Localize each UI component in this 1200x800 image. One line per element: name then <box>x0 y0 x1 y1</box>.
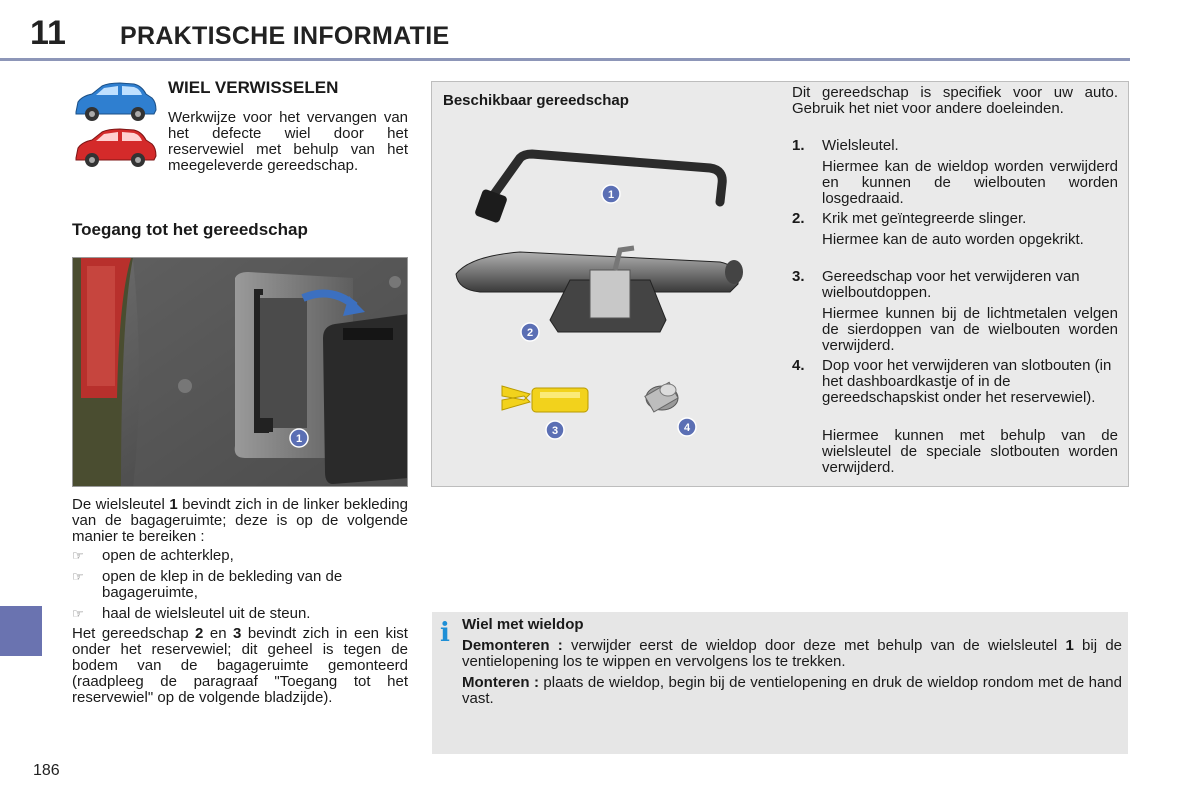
pointer-hand-icon: ☞ <box>72 548 84 563</box>
callout-4-label: 4 <box>683 422 691 434</box>
pointer-hand-icon: ☞ <box>72 569 84 584</box>
tool-item-1-description: Hiermee kan de wieldop worden verwijderd en kunnen de wielbouten worden losgedraaid. <box>822 158 1118 207</box>
pointer-hand-icon: ☞ <box>72 606 84 621</box>
access-paragraph-1: De wielsleutel 1 bevindt zich in de linker bekleding van de bagageruimte; deze is op de volgende manier te bereiken : <box>72 496 408 545</box>
tool-item-4: 4. Dop voor het verwijderen van slotbouten (in het dashboardkastje of in de gereedschapskist onder het reservewiel). <box>792 357 1112 406</box>
callout-1-badge <box>602 185 620 203</box>
tool-item-2-description: Hiermee kan de auto worden opgekrikt. <box>822 231 1084 248</box>
chapter-title: PRAKTISCHE INFORMATIE <box>120 22 450 50</box>
tool-item-3: 3. Gereedschap voor het verwijderen van wielboutdoppen. <box>792 268 1080 301</box>
info-title: Wiel met wieldop <box>462 616 584 633</box>
jack-image <box>456 248 743 332</box>
callout-1-label: 1 <box>607 189 615 201</box>
bullet-item: ☞ open de achterklep, <box>72 547 234 564</box>
info-remove-paragraph: Demonteren : verwijder eerst de wieldop door deze met behulp van de wielsleutel 1 bij de ventielopening los te wippen en vervolgens los te trekken. <box>462 637 1123 670</box>
intro-paragraph <box>72 110 408 174</box>
header-rule <box>0 58 1130 61</box>
callout-3-badge <box>546 421 564 439</box>
callout-2-badge <box>521 323 539 341</box>
access-paragraph-2: Het gereedschap 2 en 3 bevindt zich in een kist onder het reservewiel; dit geheel is tegen de bodem van de bagageruimte gemonteerd (raadpleeg de paragraaf "Toegang tot het reservewiel" op de volgende bladzijde). <box>72 625 408 706</box>
ref-1: 1 <box>169 496 178 513</box>
tool-item-1: 1. Wielsleutel. <box>792 137 899 154</box>
chapter-side-tab <box>0 606 42 656</box>
callout-1-label: 1 <box>295 433 303 445</box>
tool-item-3-description: Hiermee kunnen bij de lichtmetalen velgen de sierdoppen van de wielbouten worden verwijderd. <box>822 305 1118 354</box>
intro-text: Werkwijze voor het vervangen van het defecte wiel door het reservewiel met behulp van het meegeleverde gereedschap. <box>168 109 408 174</box>
tool-item-4-description: Hiermee kunnen met behulp van de wielsleutel de speciale slotbouten worden verwijderd. <box>822 427 1118 476</box>
page-number: 186 <box>33 762 60 779</box>
info-icon: i <box>440 618 450 648</box>
callout-4-badge <box>678 418 696 436</box>
tool-item-2: 2. Krik met geïntegreerde slinger. <box>792 210 1027 227</box>
bullet-item: ☞ open de klep in de bekleding van de bagageruimte, <box>72 568 343 601</box>
locking-bolt-socket-image <box>645 382 678 412</box>
hubcap-tool-image <box>502 386 588 412</box>
tools-intro: Dit gereedschap is specifiek voor uw auto. Gebruik het niet voor andere doeleinden. <box>792 84 1118 117</box>
info-fit-paragraph: Monteren : plaats de wieldop, begin bij de ventielopening en druk de wieldop rondom met de hand vast. <box>462 674 1122 707</box>
tools-heading: Beschikbaar gereedschap <box>443 92 629 109</box>
trunk-photo <box>72 257 408 487</box>
callout-2-label: 2 <box>526 327 534 339</box>
callout-1-badge <box>289 428 309 448</box>
section-title: WIEL VERWISSELEN <box>168 78 339 97</box>
subsection-title: Toegang tot het gereedschap <box>72 220 308 239</box>
chapter-number: 11 <box>30 14 66 52</box>
car-icon-spacer <box>72 110 168 174</box>
wheel-wrench-image <box>474 154 722 224</box>
bullet-item: ☞ haal de wielsleutel uit de steun. <box>72 605 311 622</box>
tools-illustration <box>440 120 780 470</box>
callout-3-label: 3 <box>551 425 559 437</box>
